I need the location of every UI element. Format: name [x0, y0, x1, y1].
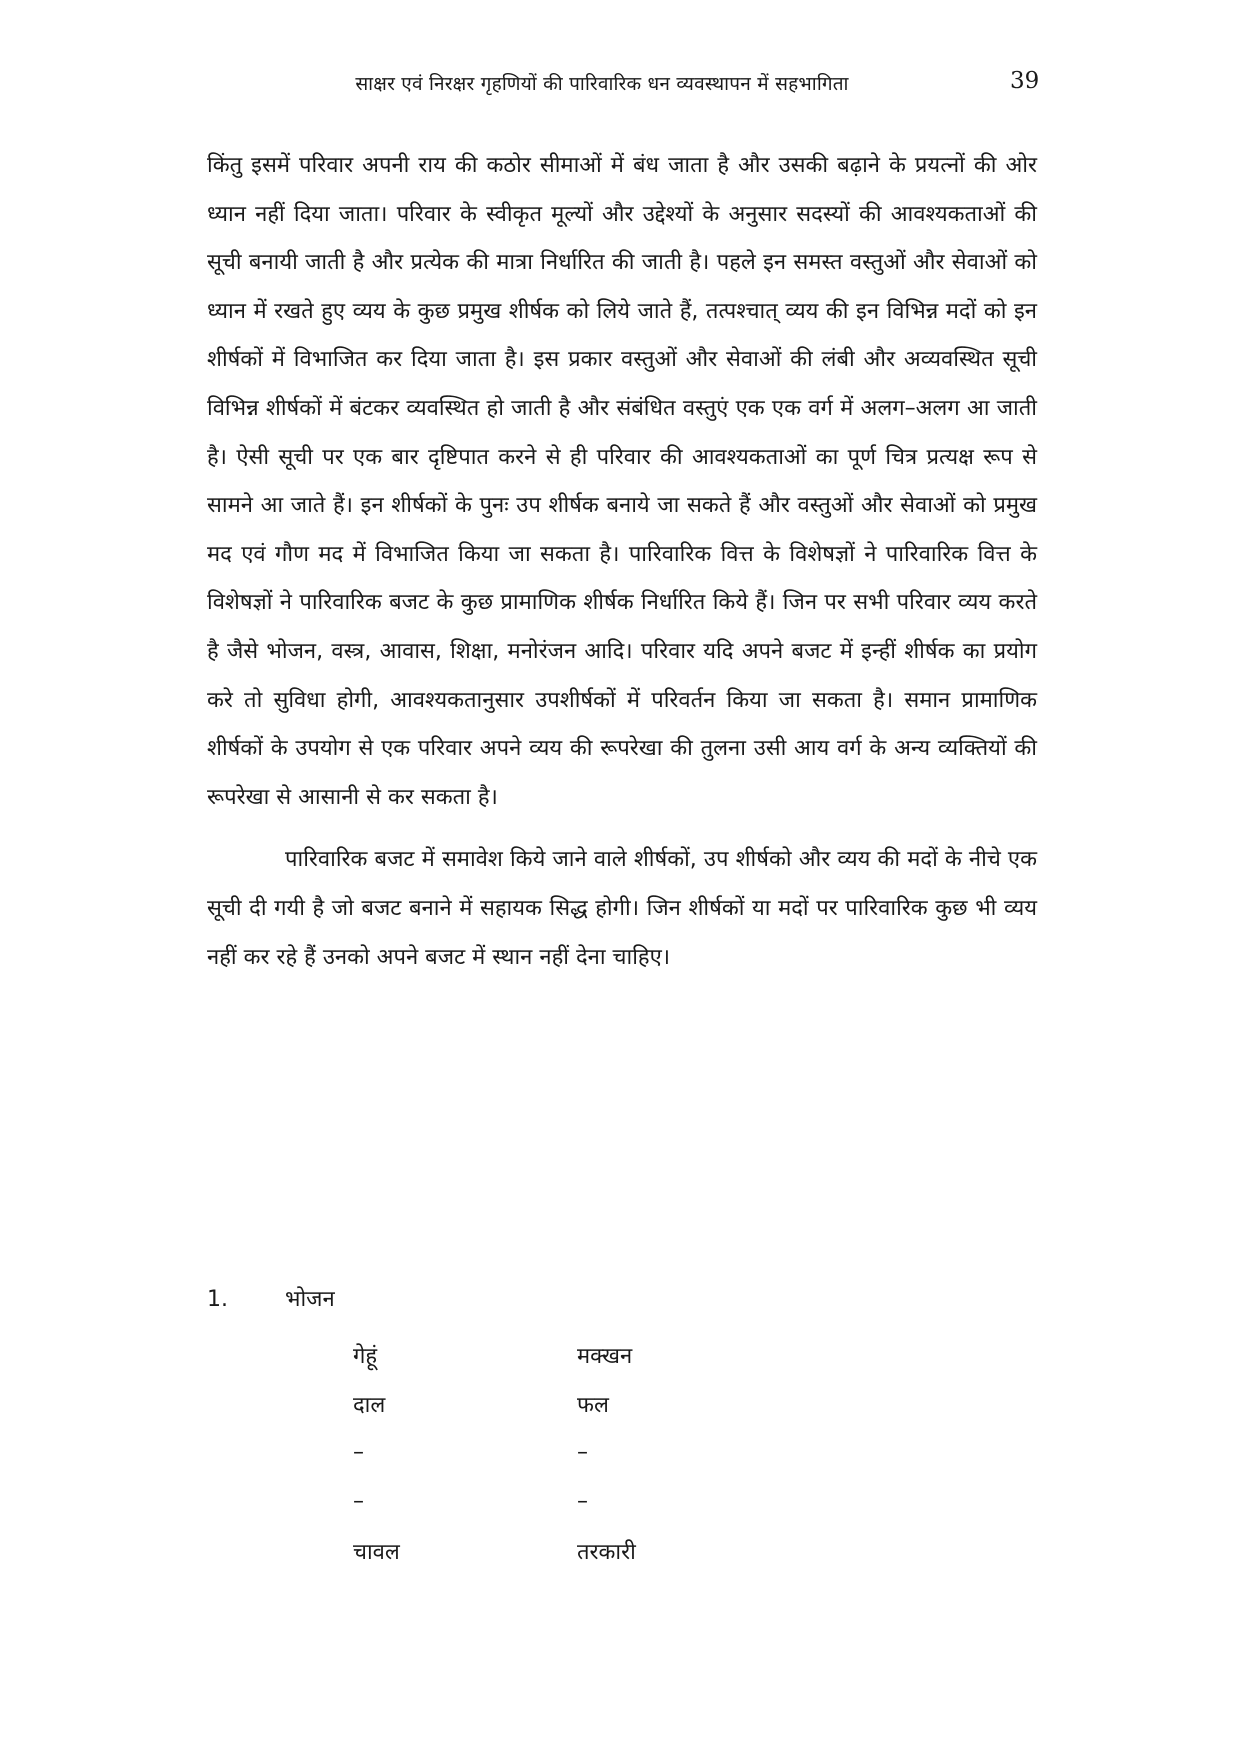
list-item: [353, 1428, 636, 1477]
list-item: [353, 1526, 636, 1575]
page-number: 39: [1010, 68, 1040, 94]
list-item: [353, 1477, 636, 1526]
list-item-left: चावल: [353, 1539, 400, 1565]
list-item-left: –: [353, 1440, 364, 1465]
list-item-right: फल: [577, 1392, 609, 1418]
food-items-list: [353, 1330, 636, 1575]
list-item: [353, 1379, 636, 1428]
list-item-right: मक्खन: [577, 1343, 633, 1369]
running-header: साक्षर एवं निरक्षर गृहणियों की पारिवारिक धन व्यवस्थापन में सहभागिता: [355, 73, 849, 95]
list-item-right: –: [577, 1489, 588, 1514]
list-item-left: –: [353, 1489, 364, 1514]
list-heading-label: भोजन: [285, 1287, 335, 1312]
list-heading: [207, 1283, 335, 1313]
list-item-left: गेहूं: [353, 1343, 378, 1369]
list-item-right: तरकारी: [577, 1539, 636, 1565]
list-item-left: दाल: [353, 1392, 386, 1418]
list-item-right: –: [577, 1440, 588, 1465]
list-number: 1.: [207, 1287, 228, 1312]
paragraph: पारिवारिक बजट में समावेश किये जाने वाले शीर्षकों, उप शीर्षको और व्यय की मदों के नीचे एक सूची दी गयी है जो बजट बनाने में सहायक सिद्ध होगी। जिन शीर्षकों या मदों पर पारिवारिक कुछ भी व्यय नहीं कर रहे हैं उनको अपने बजट में स्थान नहीं देना चाहिए।: [207, 847, 1037, 970]
paragraph: किंतु इसमें परिवार अपनी राय की कठोर सीमाओं में बंध जाता है और उसकी बढ़ाने के प्रयत्नों की ओर ध्यान नहीं दिया जाता। परिवार के स्वीकृत मूल्यों और उद्देश्यों के अनुसार सदस्यों की आवश्यकताओं की सूची बनायी जाती है और प्रत्येक की मात्रा निर्धारित की जाती है। पहले इन समस्त वस्तुओं और सेवाओं को ध्यान में रखते हुए व्यय के कुछ प्रमुख शीर्षक को लिये जाते हैं, तत्पश्चात् व्यय की इन विभिन्न मदों को इन शीर्षकों में विभाजित कर दिया जाता है। इस प्रकार वस्तुओं और सेवाओं की लंबी और अव्यवस्थित सूची विभिन्न शीर्षकों में बंटकर व्यवस्थित हो जाती है और संबंधित वस्तुएं एक एक वर्ग में अलग–अलग आ जाती है। ऐसी सूची पर एक बार दृष्टिपात करने से ही परिवार की आवश्यकताओं का पूर्ण चित्र प्रत्यक्ष रूप से सामने आ जाते हैं। इन शीर्षकों के पुनः उप शीर्षक बनाये जा सकते हैं और वस्तुओं और सेवाओं को प्रमुख मद एवं गौण मद में विभाजित किया जा सकता है। पारिवारिक वित्त के विशेषज्ञों ने पारिवारिक वित्त के विशेषज्ञों ने पारिवारिक बजट के कुछ प्रामाणिक शीर्षक निर्धारित किये हैं। जिन पर सभी परिवार व्यय करते है जैसे भोजन, वस्त्र, आवास, शिक्षा, मनोरंजन आदि। परिवार यदि अपने बजट में इन्हीं शीर्षक का प्रयोग करे तो सुविधा होगी, आवश्यकतानुसार उपशीर्षकों में परिवर्तन किया जा सकता है। समान प्रामाणिक शीर्षकों के उपयोग से एक परिवार अपने व्यय की रूपरेखा की तुलना उसी आय वर्ग के अन्य व्यक्तियों की रूपरेखा से आसानी से कर सकता है।: [207, 153, 1037, 810]
body-text: [207, 142, 1037, 982]
list-item: [353, 1330, 636, 1379]
